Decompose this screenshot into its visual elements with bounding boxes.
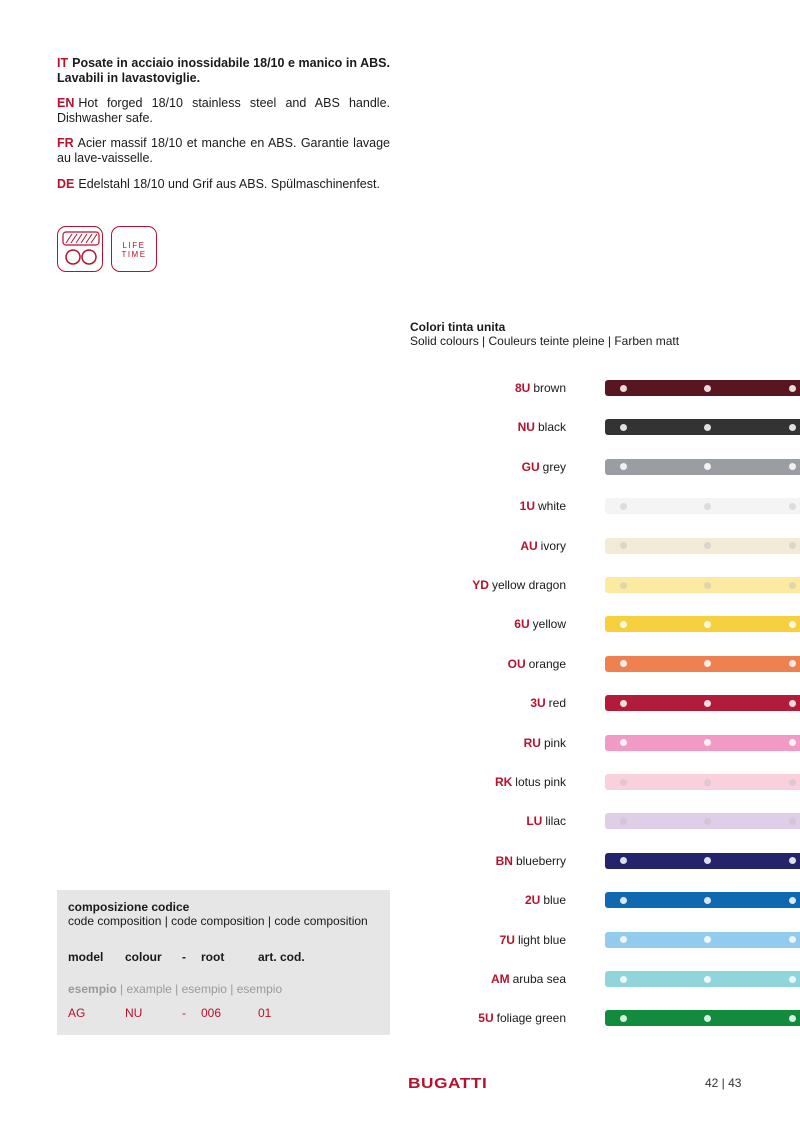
- colour-name: brown: [533, 381, 566, 395]
- rivet-dot: [620, 503, 627, 510]
- rivet-dot: [704, 818, 711, 825]
- colour-swatch-row: [400, 538, 800, 556]
- rivet-dot: [789, 976, 796, 983]
- colour-code: NU: [517, 420, 535, 435]
- rivet-dot: [789, 936, 796, 943]
- composition-header-colour: colour: [125, 950, 162, 964]
- description-en-text: Hot forged 18/10 stainless steel and ABS handle. Dishwasher safe.: [57, 96, 390, 125]
- colour-name: lotus pink: [515, 775, 566, 789]
- colour-label: [515, 381, 566, 395]
- colour-handle-swatch: [605, 419, 800, 435]
- colour-label: [496, 854, 566, 868]
- colour-swatch-row: [400, 498, 800, 516]
- colour-name: blue: [543, 893, 566, 908]
- colour-handle-swatch: [605, 735, 800, 751]
- example-label-bold: esempio: [68, 982, 117, 996]
- rivet-dot: [704, 700, 711, 707]
- rivet-dot: [789, 897, 796, 904]
- colours-title: Colori tinta unita: [410, 320, 506, 334]
- colour-label: [514, 617, 566, 631]
- rivet-dot: [620, 700, 627, 707]
- rivet-dot: [620, 621, 627, 628]
- colour-code: 1U: [519, 499, 535, 514]
- rivet-dot: [620, 739, 627, 746]
- rivet-dot: [620, 542, 627, 549]
- colour-label: [520, 539, 566, 553]
- colour-swatch-row: [400, 735, 800, 753]
- rivet-dot: [789, 1015, 796, 1022]
- composition-example-art-cod: 01: [258, 1006, 272, 1020]
- colour-handle-swatch: [605, 932, 800, 948]
- example-label-rest: | example | esempio | esempio: [116, 982, 283, 996]
- colour-code: 6U: [514, 617, 530, 632]
- colour-code: 2U: [524, 893, 541, 908]
- colour-handle-swatch: [605, 538, 800, 554]
- lang-code-en: EN: [57, 96, 75, 110]
- bugatti-logo: BUGATTI: [408, 1075, 488, 1092]
- colour-code: 3U: [530, 696, 546, 711]
- colour-label: [500, 933, 566, 947]
- composition-header-root: root: [201, 950, 225, 964]
- colour-handle-swatch: [605, 498, 800, 514]
- rivet-dot: [704, 660, 711, 667]
- rivet-dot: [704, 936, 711, 943]
- colour-swatch-row: [400, 853, 800, 871]
- colour-swatch-row: [400, 932, 800, 950]
- colour-name: ivory: [540, 538, 566, 553]
- colour-label: [522, 460, 566, 474]
- dishwasher-safe-badge: [57, 226, 103, 272]
- lifetime-line1: LIFE: [122, 241, 146, 250]
- colour-handle-swatch: [605, 971, 800, 987]
- rivet-dot: [620, 385, 627, 392]
- colour-code: 5U: [478, 1011, 494, 1026]
- colour-code: 7U: [499, 932, 515, 947]
- colour-name: red: [548, 696, 566, 711]
- rivet-dot: [789, 463, 796, 470]
- composition-title: composizione codice: [68, 900, 190, 914]
- colours-subtitle: Solid colours | Couleurs teinte pleine | Farben matt: [410, 334, 680, 348]
- composition-example-model: AG: [68, 1006, 86, 1020]
- colour-label: [530, 696, 566, 710]
- rivet-dot: [704, 424, 711, 431]
- description-it-text: Posate in acciaio inossidabile 18/10 e manico in ABS. Lavabili in lavastoviglie.: [57, 56, 390, 85]
- composition-example-colour: NU: [125, 1006, 143, 1020]
- rivet-dot: [789, 621, 796, 628]
- colour-handle-swatch: [605, 616, 800, 632]
- colour-swatch-row: [400, 813, 800, 831]
- rivet-dot: [620, 779, 627, 786]
- rivet-dot: [620, 818, 627, 825]
- description-fr: [57, 136, 390, 166]
- colour-label: [525, 893, 566, 907]
- rivet-dot: [789, 385, 796, 392]
- colour-swatch-row: [400, 1010, 800, 1028]
- rivet-dot: [704, 857, 711, 864]
- colour-label: [495, 775, 566, 789]
- rivet-dot: [704, 385, 711, 392]
- colour-handle-swatch: [605, 1010, 800, 1026]
- rivet-dot: [789, 542, 796, 549]
- lifetime-badge: [111, 226, 157, 272]
- composition-example-root: 006: [201, 1006, 222, 1020]
- colour-swatch-row: [400, 616, 800, 634]
- description-fr-text: Acier massif 18/10 et manche en ABS. Garantie lavage au lave-vaisselle.: [57, 136, 390, 165]
- colour-handle-swatch: [605, 656, 800, 672]
- rivet-dot: [620, 976, 627, 983]
- colour-code: OU: [507, 656, 526, 671]
- lang-code-de: DE: [57, 177, 75, 191]
- composition-header-art-cod: art. cod.: [258, 950, 305, 964]
- colour-swatch-row: [400, 577, 800, 595]
- colour-label: [491, 972, 566, 986]
- colour-handle-swatch: [605, 892, 800, 908]
- rivet-dot: [789, 857, 796, 864]
- rivet-dot: [789, 818, 796, 825]
- composition-example-separator: -: [182, 1006, 186, 1020]
- colour-name: blueberry: [515, 853, 566, 868]
- rivet-dot: [704, 503, 711, 510]
- code-composition-box: [57, 890, 390, 1035]
- colour-name: pink: [543, 735, 566, 750]
- lang-code-fr: FR: [57, 136, 74, 150]
- colour-handle-swatch: [605, 459, 800, 475]
- dishwasher-icon: [62, 231, 100, 269]
- colour-handle-swatch: [605, 695, 800, 711]
- colour-name: grey: [542, 459, 566, 474]
- colour-label: [524, 736, 566, 750]
- colour-name: white: [537, 499, 566, 514]
- composition-header-model: model: [68, 950, 104, 964]
- rivet-dot: [620, 463, 627, 470]
- rivet-dot: [789, 779, 796, 786]
- rivet-dot: [789, 503, 796, 510]
- colour-name: aruba sea: [512, 972, 566, 986]
- rivet-dot: [620, 1015, 627, 1022]
- colour-label: [478, 1011, 566, 1025]
- colour-handle-swatch: [605, 813, 800, 829]
- composition-header-separator: -: [182, 950, 186, 964]
- colour-swatch-row: [400, 380, 800, 398]
- colour-swatch-row: [400, 656, 800, 674]
- colour-name: lilac: [545, 814, 566, 829]
- rivet-dot: [789, 424, 796, 431]
- colour-code: GU: [521, 459, 540, 474]
- rivet-dot: [620, 857, 627, 864]
- colour-swatch-row: [400, 971, 800, 989]
- description-de: [57, 177, 390, 192]
- rivet-dot: [789, 739, 796, 746]
- colour-code: LU: [526, 814, 543, 829]
- rivet-dot: [620, 582, 627, 589]
- rivet-dot: [789, 700, 796, 707]
- colour-label: [518, 420, 566, 434]
- rivet-dot: [620, 660, 627, 667]
- rivet-dot: [704, 739, 711, 746]
- description-en: [57, 96, 390, 126]
- colour-name: orange: [528, 656, 566, 671]
- rivet-dot: [620, 897, 627, 904]
- colour-label: [520, 499, 566, 513]
- colour-swatch-row: [400, 419, 800, 437]
- colour-handle-swatch: [605, 853, 800, 869]
- composition-example-label: [68, 982, 282, 996]
- colour-name: yellow: [532, 617, 566, 632]
- rivet-dot: [704, 542, 711, 549]
- colour-label: [508, 657, 566, 671]
- colour-swatch-row: [400, 459, 800, 477]
- description-de-text: Edelstahl 18/10 und Grif aus ABS. Spülmaschinenfest.: [78, 177, 380, 191]
- colour-code: YD: [472, 578, 489, 592]
- rivet-dot: [704, 779, 711, 786]
- rivet-dot: [789, 582, 796, 589]
- colour-swatch-row: [400, 892, 800, 910]
- rivet-dot: [704, 897, 711, 904]
- colour-code: BN: [495, 853, 513, 868]
- rivet-dot: [704, 463, 711, 470]
- colour-name: light blue: [517, 932, 566, 947]
- colour-handle-swatch: [605, 774, 800, 790]
- description-it: [57, 56, 390, 86]
- colour-name: yellow dragon: [491, 578, 566, 592]
- rivet-dot: [704, 976, 711, 983]
- colour-code: RK: [494, 775, 513, 789]
- colour-label: [526, 814, 566, 828]
- rivet-dot: [704, 1015, 711, 1022]
- rivet-dot: [620, 424, 627, 431]
- colour-name: foliage green: [496, 1011, 566, 1026]
- rivet-dot: [704, 582, 711, 589]
- rivet-dot: [789, 660, 796, 667]
- colour-swatch-row: [400, 774, 800, 792]
- colour-code: 8U: [514, 381, 531, 395]
- page-number: 42 | 43: [705, 1076, 742, 1090]
- lang-code-it: IT: [57, 56, 69, 70]
- colour-swatch-row: [400, 695, 800, 713]
- lifetime-line2: TIME: [121, 250, 147, 259]
- rivet-dot: [704, 621, 711, 628]
- colour-label: [472, 578, 566, 592]
- colour-handle-swatch: [605, 577, 800, 593]
- composition-subtitle: code composition | code composition | code composition: [68, 914, 368, 928]
- rivet-dot: [620, 936, 627, 943]
- colour-name: black: [537, 420, 566, 435]
- colour-code: AM: [490, 972, 510, 986]
- colour-handle-swatch: [605, 380, 800, 396]
- colour-code: AU: [520, 538, 538, 553]
- colour-code: RU: [523, 735, 541, 750]
